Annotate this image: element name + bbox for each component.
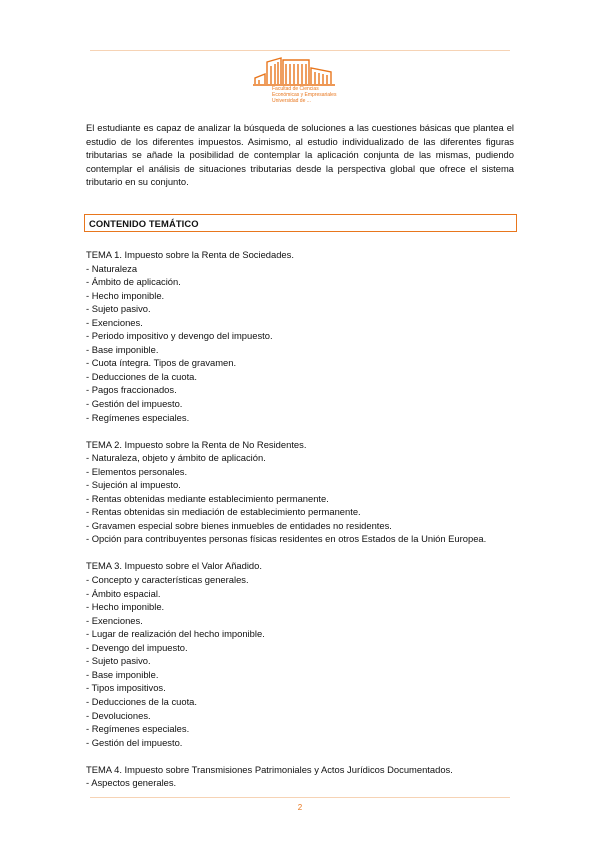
- tema-item: - Tipos impositivos.: [86, 682, 166, 694]
- tema-item: - Ámbito de aplicación.: [86, 276, 181, 288]
- tema-block: [86, 559, 516, 749]
- tema-item: - Naturaleza, objeto y ámbito de aplicación.: [86, 452, 266, 464]
- logo-caption: [272, 86, 342, 104]
- tema-item: - Regímenes especiales.: [86, 411, 190, 423]
- tema-item: - Aspectos generales.: [86, 777, 177, 789]
- tema-item: - Hecho imponible.: [86, 289, 165, 301]
- tema-item: - Gravamen especial sobre bienes inmuebles de entidades no residentes.: [86, 519, 392, 531]
- tema-title: TEMA 3. Impuesto sobre el Valor Añadido.: [86, 560, 262, 572]
- tema-item: - Deducciones de la cuota.: [86, 370, 198, 382]
- tema-item: - Devoluciones.: [86, 709, 151, 721]
- tema-item: - Sujeción al impuesto.: [86, 479, 181, 491]
- tema-item: - Concepto y características generales.: [86, 574, 249, 586]
- tema-item: - Exenciones.: [86, 316, 143, 328]
- tema-title: TEMA 2. Impuesto sobre la Renta de No Residentes.: [86, 438, 307, 450]
- tema-item: - Hecho imponible.: [86, 601, 165, 613]
- tema-item: - Rentas obtenidas mediante establecimiento permanente.: [86, 492, 329, 504]
- tema-block: [86, 438, 516, 546]
- section-header: [84, 214, 517, 232]
- tema-item: - Pagos fraccionados.: [86, 384, 177, 396]
- tema-title: TEMA 4. Impuesto sobre Transmisiones Patrimoniales y Actos Jurídicos Documentados.: [86, 763, 453, 775]
- tema-item: - Gestión del impuesto.: [86, 398, 183, 410]
- tema-item: - Gestión del impuesto.: [86, 736, 183, 748]
- page-number: 2: [297, 803, 303, 812]
- tema-item: - Opción para contribuyentes personas físicas residentes en otros Estados de la Unión Europea.: [86, 533, 487, 545]
- tema-title: TEMA 1. Impuesto sobre la Renta de Sociedades.: [86, 249, 294, 260]
- tema-item: - Elementos personales.: [86, 465, 188, 477]
- tema-item: - Lugar de realización del hecho imponible.: [86, 628, 265, 640]
- tema-item: - Deducciones de la cuota.: [86, 695, 198, 707]
- tema-item: - Devengo del impuesto.: [86, 641, 188, 653]
- tema-item: - Regímenes especiales.: [86, 723, 190, 735]
- tema-item: - Sujeto pasivo.: [86, 655, 151, 667]
- temas-list: [86, 248, 516, 803]
- tema-item: - Naturaleza: [86, 262, 138, 274]
- tema-item: - Periodo impositivo y devengo del impuesto.: [86, 330, 273, 342]
- footer-divider: [90, 797, 510, 798]
- tema-item: - Base imponible.: [86, 668, 159, 680]
- tema-item: - Exenciones.: [86, 614, 143, 626]
- tema-block: [86, 763, 516, 790]
- tema-item: - Cuota íntegra. Tipos de gravamen.: [86, 357, 237, 369]
- section-title: CONTENIDO TEMÁTICO: [89, 218, 199, 229]
- tema-item: - Sujeto pasivo.: [86, 303, 151, 315]
- tema-item: - Rentas obtenidas sin mediación de establecimiento permanente.: [86, 506, 361, 518]
- tema-item: - Ámbito espacial.: [86, 587, 161, 599]
- logo-line-2: Económicas y Empresariales: [272, 92, 337, 98]
- logo-line-1: Facultad de Ciencias: [272, 86, 319, 92]
- header-divider: [90, 50, 510, 51]
- tema-block: [86, 248, 516, 424]
- logo-line-3: Universidad de ...: [272, 98, 311, 104]
- intro-paragraph: El estudiante es capaz de analizar la búsqueda de soluciones a las cuestiones básicas que plantea el estudio de los diferentes impuestos. Asimismo, al estudio individualizado de las diferentes figuras tributarias se añade la posibilidad de contemplar la aplicación conjunta de las mismas, pudiendo contemplar el análisis de situaciones tributarias desde la perspectiva global que ofrece el sistema tributario en su conjunto.: [86, 122, 514, 187]
- tema-item: - Base imponible.: [86, 343, 159, 355]
